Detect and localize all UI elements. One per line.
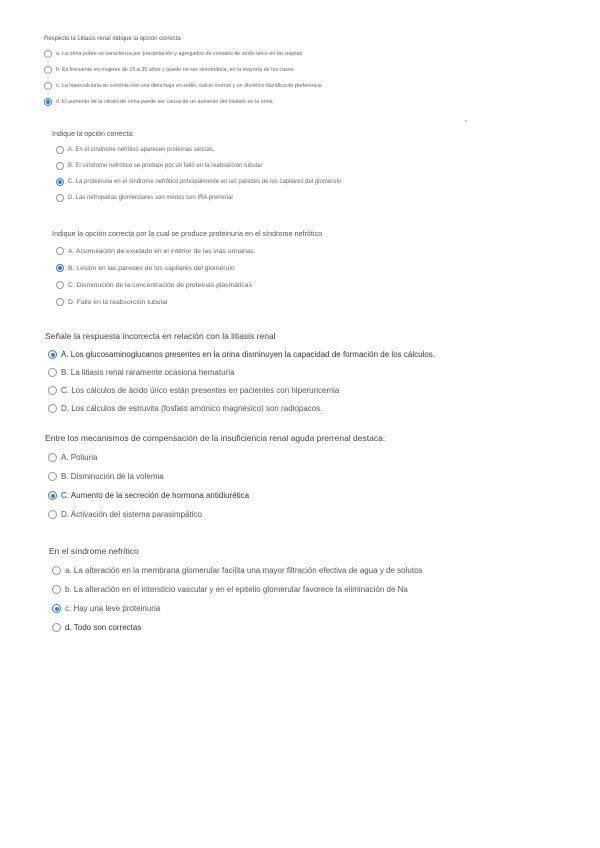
question-5	[45, 433, 385, 519]
question-3-option-b[interactable]	[56, 264, 322, 272]
option-label: b. La alteración en el intersticio vascular y en el epitelio glomerular favorece la eliminación de Na	[65, 585, 408, 594]
question-2-option-b[interactable]	[56, 162, 341, 170]
question-4-option-a[interactable]	[48, 350, 435, 359]
option-label: a. La orina pobre se caracteriza por precipitación y agregados de cristales de ácido úrico en las papilas	[56, 51, 303, 57]
option-label: d. Todo son correctas	[65, 623, 142, 632]
radio-button[interactable]	[52, 585, 61, 594]
question-5-title: Entre los mecanismos de compensación de la insuficiencia renal aguda prerrenal destaca:	[45, 433, 386, 443]
question-2-title: Indique la opción correcta:	[52, 131, 135, 138]
option-label: B. Disminución de la volemia	[61, 472, 164, 481]
radio-button[interactable]	[56, 298, 64, 306]
question-5-option-d[interactable]	[48, 510, 385, 519]
question-4-option-c[interactable]	[48, 386, 435, 395]
option-label: D. Activación del sistema parasimpático	[61, 510, 202, 519]
question-6-option-c[interactable]	[52, 604, 423, 613]
radio-button[interactable]	[48, 510, 57, 519]
option-label: C. Los cálculos de ácido úrico están presentes en pacientes con hiperuricemia	[61, 386, 340, 395]
radio-button-selected[interactable]	[52, 604, 61, 613]
question-3-title: Indique la opción correcta por la cual se produce proteinuria en el síndrome nefrótico	[52, 229, 323, 238]
radio-button-selected[interactable]	[56, 264, 64, 272]
radio-button[interactable]	[48, 386, 57, 395]
question-1-option-b[interactable]	[44, 66, 322, 74]
question-1	[44, 36, 322, 106]
question-5-option-c[interactable]	[48, 491, 385, 500]
page-mark	[465, 120, 467, 122]
radio-button[interactable]	[56, 281, 64, 289]
question-2-option-d[interactable]	[56, 194, 341, 202]
option-label: C. Disminución de la concentración de proteínas plasmáticas	[68, 281, 252, 289]
question-6-title: En el síndrome nefrítico	[49, 546, 139, 556]
option-label: C. La proteinuria en el síndrome nefrótico principalmente en las paredes de los capilares del glomérulo	[68, 179, 342, 185]
question-3-option-d[interactable]	[56, 298, 322, 306]
question-4	[45, 331, 435, 413]
question-6-option-a[interactable]	[52, 566, 423, 575]
radio-button[interactable]	[48, 472, 57, 481]
question-1-title: Respecto la Litiasis renal indique la opción correcta	[44, 36, 181, 42]
question-1-option-c[interactable]	[44, 82, 322, 90]
option-label: C. Aumento de la secreción de hormona antidiurética	[61, 491, 250, 500]
radio-button[interactable]	[44, 66, 52, 74]
radio-button-selected[interactable]	[48, 491, 57, 500]
option-label: B. Lesión en las paredes de los capilares del glomérulo	[68, 264, 235, 272]
option-label: A. En el síndrome nefrítico aparecen proteínas séricas.	[68, 147, 215, 153]
option-label: d. El aumento de la citrato de orina puede ser causa de un aumento del oxalato en la orina	[56, 99, 273, 105]
option-label: A. Poliuria	[61, 453, 98, 462]
option-label: B. La litiasis renal raramente ocasiona hematuria	[61, 368, 235, 377]
question-2-option-a[interactable]	[56, 146, 341, 154]
radio-button-selected[interactable]	[56, 178, 64, 186]
option-label: B. El síndrome nefrótico se produce por un fallo en la reabsorción tubular	[68, 163, 263, 169]
option-label: D. Los cálculos de estruvita (fosfato amónico magnésico) son radiopacos.	[61, 404, 323, 413]
question-6-option-b[interactable]	[52, 585, 423, 594]
question-3-option-a[interactable]	[56, 247, 322, 255]
question-4-title: Señale la respuesta incorrecta en relación con la litiasis renal	[45, 331, 276, 341]
option-label: c. La hipercalciuria se controla con una dieta baja en sodio, calcio normal y un diurético tiazídico de preferencia	[56, 83, 322, 89]
radio-button[interactable]	[56, 194, 64, 202]
question-1-option-d[interactable]	[44, 98, 322, 106]
radio-button[interactable]	[56, 162, 64, 170]
radio-button[interactable]	[56, 247, 64, 255]
question-6	[49, 546, 423, 632]
radio-button[interactable]	[48, 404, 57, 413]
question-2	[52, 131, 341, 202]
radio-button[interactable]	[48, 368, 57, 377]
question-6-option-d[interactable]	[52, 623, 423, 632]
option-label: D. Fallo en la reabsorción tubular	[68, 298, 169, 306]
radio-button[interactable]	[44, 50, 52, 58]
option-label: b. Es frecuente en mujeres de 15 a 35 años y puede no ser sintomática, en la mayoría de los casos	[56, 67, 294, 73]
option-label: c. Hay una leve proteinuria	[65, 604, 161, 613]
radio-button[interactable]	[52, 623, 61, 632]
question-5-option-a[interactable]	[48, 453, 385, 462]
option-label: a. La alteración en la membrana glomerular facilita una mayor filtración efectiva de agua y de solutos	[65, 566, 423, 575]
question-5-option-b[interactable]	[48, 472, 385, 481]
radio-button[interactable]	[52, 566, 61, 575]
question-3	[52, 229, 322, 306]
radio-button[interactable]	[44, 82, 52, 90]
radio-button[interactable]	[56, 146, 64, 154]
question-3-option-c[interactable]	[56, 281, 322, 289]
option-label: D. Las nefropatías glomerulares son menos con IRA prerrenal	[68, 195, 233, 201]
option-label: A. Acumulación de exudado en el interior de las vías urinarias	[68, 247, 254, 255]
question-2-option-c[interactable]	[56, 178, 341, 186]
radio-button[interactable]	[48, 453, 57, 462]
radio-button-selected[interactable]	[48, 350, 57, 359]
question-4-option-b[interactable]	[48, 368, 435, 377]
question-1-option-a[interactable]	[44, 50, 322, 58]
option-label: A. Los glucosaminoglucanos presentes en la orina disminuyen la capacidad de formación de los cálculos.	[61, 350, 435, 359]
question-4-option-d[interactable]	[48, 404, 435, 413]
radio-button-selected[interactable]	[44, 98, 52, 106]
